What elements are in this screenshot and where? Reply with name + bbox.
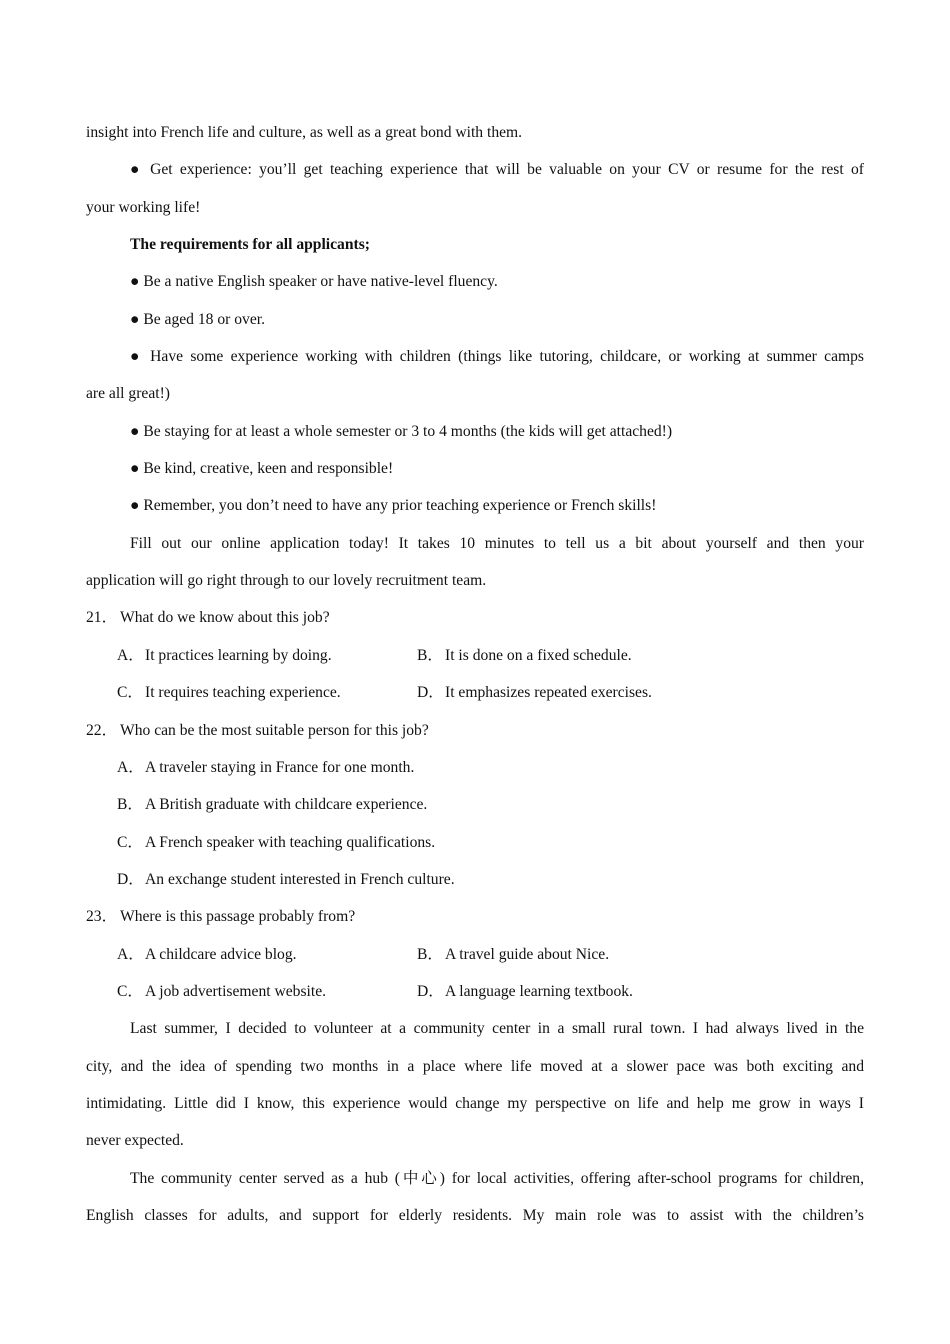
option-b[interactable] [417,637,632,674]
option-row [86,973,864,1010]
option-text: A French speaker with teaching qualifications. [145,833,436,851]
requirement-item: ● Have some experience working with children (things like tutoring, childcare, or working at summer camps [130,348,864,366]
passage-line: city, and the idea of spending two months in a place where life moved at a slower pace was both exciting and [86,1057,864,1075]
option-a[interactable] [117,946,297,963]
option-letter: C． [117,982,143,1000]
option-letter: B． [417,646,443,664]
question-number: 21． [86,609,118,627]
option-c[interactable] [86,824,864,861]
passage-line: The community center served as a hub (中心) for local activities, offering after-school programs for children, [130,1169,864,1187]
option-c[interactable] [117,684,341,701]
question-number: 23． [86,908,118,926]
option-text: A travel guide about Nice. [445,945,610,963]
option-c[interactable] [117,983,326,1000]
requirement-item: ● Be kind, creative, keen and responsible! [130,460,394,478]
option-text: It practices learning by doing. [145,646,332,664]
option-b[interactable] [417,936,609,973]
option-d[interactable] [417,973,633,1010]
requirement-item: ● Be staying for at least a whole semester or 3 to 4 months (the kids will get attached!) [130,422,673,440]
question-text: Who can be the most suitable person for this job? [120,721,429,739]
option-letter: C． [117,684,143,702]
passage-line: never expected. [86,1132,184,1150]
option-text: A traveler staying in France for one month. [145,758,415,776]
option-d[interactable] [86,861,864,898]
requirement-item: ● Remember, you don’t need to have any prior teaching experience or French skills! [130,497,657,515]
question-23-stem [86,898,864,935]
requirement-item-continuation: are all great!) [86,385,170,403]
benefit-line: ● Get experience: you’ll get teaching experience that will be valuable on your CV or resume for the rest of [130,161,864,179]
option-text: A job advertisement website. [145,982,327,1000]
option-text: An exchange student interested in French culture. [145,870,455,888]
passage-line: Last summer, I decided to volunteer at a community center in a small rural town. I had always lived in the [130,1020,864,1038]
option-letter: D． [117,870,144,888]
option-text: A British graduate with childcare experience. [145,796,428,814]
option-text: A language learning textbook. [445,982,633,1000]
question-21-stem [86,599,864,636]
benefit-line: your working life! [86,198,201,216]
requirement-item: ● Be aged 18 or over. [130,310,265,328]
option-letter: C． [117,833,143,851]
question-text: What do we know about this job? [120,609,330,627]
option-d[interactable] [417,674,652,711]
option-row [86,637,864,674]
apply-line: Fill out our online application today! It takes 10 minutes to tell us a bit about yourself and then your [130,534,864,552]
option-letter: A． [117,758,144,776]
question-number: 22． [86,721,118,739]
option-b[interactable] [86,786,864,823]
question-22-stem [86,712,864,749]
option-letter: B． [417,945,443,963]
requirement-item: ● Be a native English speaker or have native-level fluency. [130,273,498,291]
option-letter: D． [417,684,444,702]
option-text: A childcare advice blog. [145,945,297,963]
apply-line: application will go right through to our lovely recruitment team. [86,572,487,590]
option-row [86,936,864,973]
requirements-heading: The requirements for all applicants; [130,236,370,254]
option-a[interactable] [86,749,864,786]
question-text: Where is this passage probably from? [120,908,356,926]
passage-line: intimidating. Little did I know, this experience would change my perspective on life and help me grow in ways I [86,1094,864,1112]
option-letter: D． [417,982,444,1000]
option-letter: A． [117,646,144,664]
option-text: It requires teaching experience. [145,684,341,702]
option-text: It is done on a fixed schedule. [445,646,632,664]
option-row [86,674,864,711]
option-letter: A． [117,945,144,963]
passage-line: English classes for adults, and support for elderly residents. My main role was to assist with the children’s [86,1206,864,1224]
intro-tail-line: insight into French life and culture, as well as a great bond with them. [86,124,523,141]
option-text: It emphasizes repeated exercises. [445,684,652,702]
option-letter: B． [117,796,143,814]
option-a[interactable] [117,647,332,664]
document-page [86,114,864,1234]
